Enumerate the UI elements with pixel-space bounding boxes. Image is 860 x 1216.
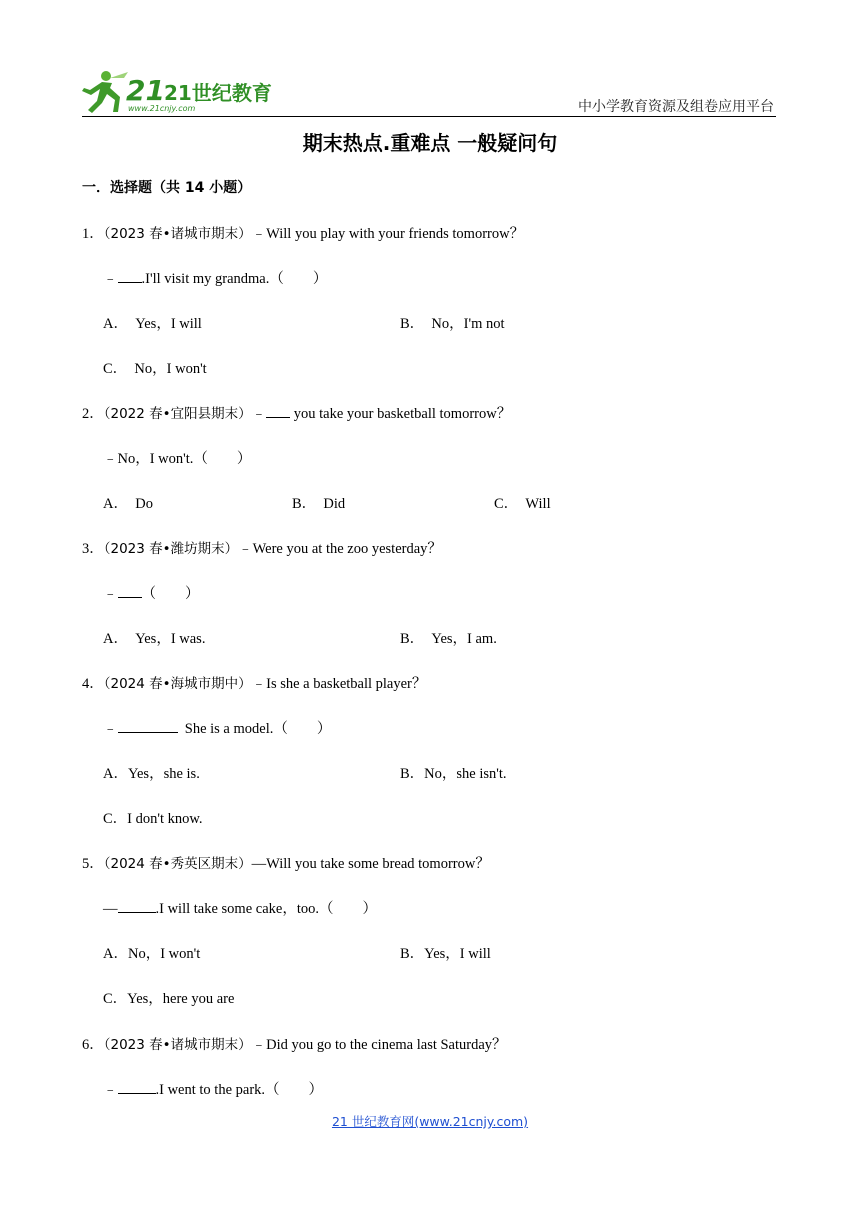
answer-blank[interactable]	[118, 900, 156, 913]
svg-text:21世纪教育: 21世纪教育	[164, 81, 272, 105]
answer-blank[interactable]	[118, 1081, 156, 1094]
logo	[80, 66, 272, 118]
option-b[interactable]: B． No，I'm not	[400, 316, 505, 332]
answer-blank[interactable]	[266, 405, 290, 418]
header-tagline: 中小学教育资源及组卷应用平台	[578, 99, 774, 115]
option-a[interactable]: A．No，I won't	[103, 946, 201, 962]
runner-logo-icon	[80, 66, 272, 118]
option-c[interactable]: C． No，I won't	[103, 361, 207, 377]
question-3: 3．（2023 春•潍坊期末）﹣Were you at the zoo yesterday？	[82, 541, 442, 557]
question-5-answer: — .I will take some cake，too.（ ）	[103, 901, 377, 917]
svg-text:www.21cnjy.com: www.21cnjy.com	[128, 104, 196, 113]
option-a[interactable]: A．Yes，she is.	[103, 766, 200, 782]
question-5: 5．（2024 春•秀英区期末）—Will you take some bread tomorrow？	[82, 856, 490, 872]
option-b[interactable]: B． Did	[292, 496, 346, 512]
question-prompt: ﹣Will you play with your friends tomorrow？	[251, 226, 525, 242]
option-a[interactable]: A． Yes，I will	[103, 316, 202, 332]
question-1-answer: ﹣ .I'll visit my grandma.（ ）	[103, 271, 328, 287]
option-c[interactable]: C．Yes，here you are	[103, 991, 235, 1007]
answer-blank[interactable]	[118, 270, 142, 283]
footer-link[interactable]: 21 世纪教育网(www.21cnjy.com)	[331, 1114, 529, 1129]
option-a[interactable]: A． Do	[103, 496, 153, 512]
question-2-answer: ﹣No，I won't.（ ）	[103, 451, 252, 467]
option-c[interactable]: C．I don't know.	[103, 811, 203, 827]
option-b[interactable]: B．Yes，I will	[400, 946, 491, 962]
question-3-answer: ﹣ （ ）	[103, 586, 200, 602]
question-4: 4．（2024 春•海城市期中）﹣Is she a basketball player？	[82, 676, 427, 692]
question-6-answer: ﹣ .I went to the park.（ ）	[103, 1082, 324, 1098]
question-number: 1．	[82, 226, 104, 242]
question-1	[82, 222, 524, 243]
answer-blank[interactable]	[118, 585, 142, 598]
option-a[interactable]: A． Yes，I was.	[103, 631, 206, 647]
option-b[interactable]: B． Yes，I am.	[400, 631, 497, 647]
page-title: 期末热点.重难点 一般疑问句	[302, 131, 558, 155]
header-divider	[82, 116, 776, 117]
question-source: （2023 春•诸城市期末）	[103, 226, 252, 242]
question-2: 2．（2022 春•宜阳县期末）﹣ you take your basketball tomorrow？	[82, 406, 512, 422]
svg-text:21: 21	[126, 74, 165, 107]
answer-blank[interactable]	[118, 720, 178, 733]
question-6: 6．（2023 春•诸城市期末）﹣Did you go to the cinema last Saturday？	[82, 1037, 507, 1053]
question-4-answer: ﹣ She is a model.（ ）	[103, 721, 332, 737]
option-c[interactable]: C． Will	[494, 496, 551, 512]
option-b[interactable]: B．No，she isn't.	[400, 766, 507, 782]
section-title: 一．选择题（共 14 小题）	[82, 180, 252, 196]
